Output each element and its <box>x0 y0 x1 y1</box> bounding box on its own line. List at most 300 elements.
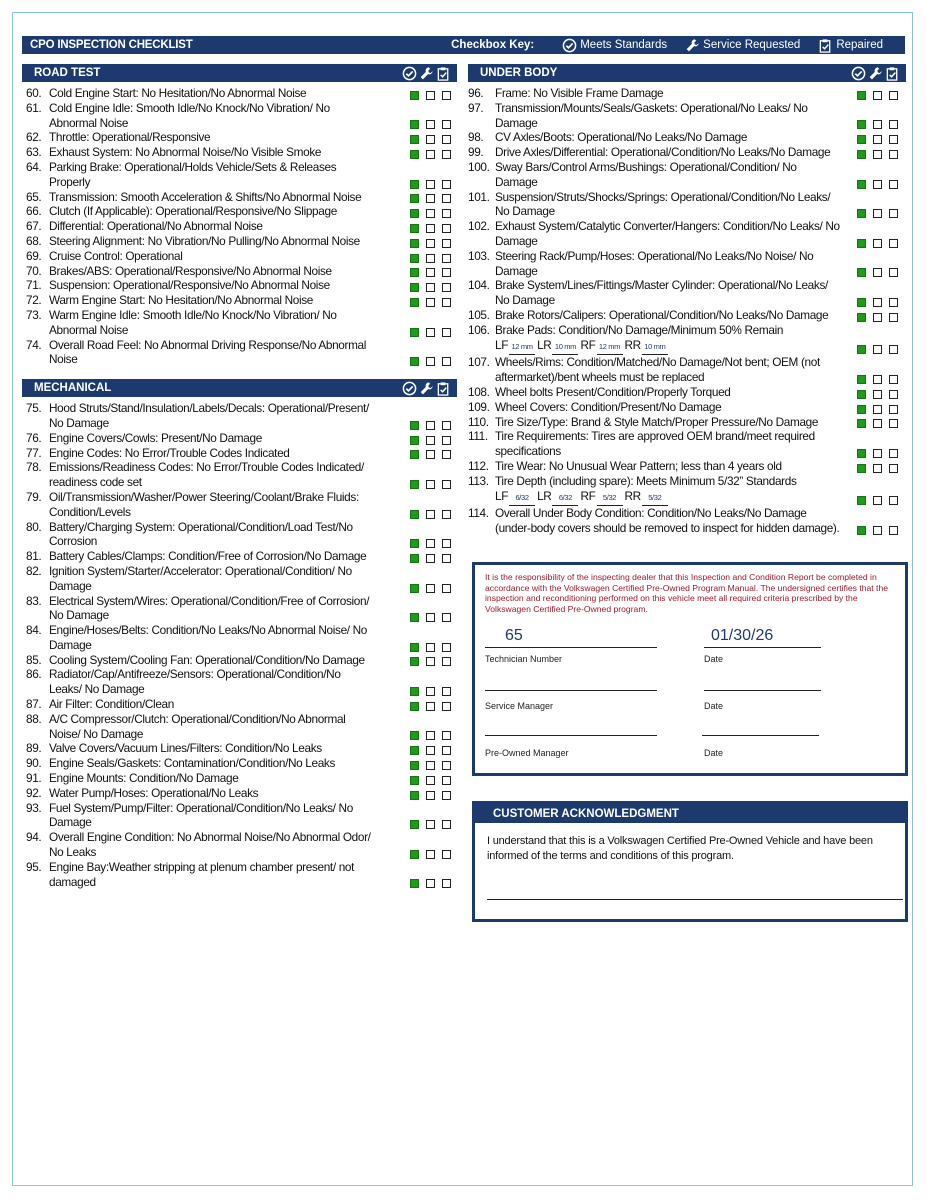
meets-standards-checkbox[interactable] <box>410 239 419 248</box>
service-manager-signature-field[interactable] <box>485 670 657 691</box>
check-circle-icon <box>402 66 417 81</box>
item-number: 68. <box>26 233 42 248</box>
service-requested-checkbox[interactable] <box>426 702 435 711</box>
service-requested-checkbox[interactable] <box>426 731 435 740</box>
meets-standards-checkbox[interactable] <box>410 776 419 785</box>
item-text: Hood Struts/Stand/Insulation/Labels/Decals: Operational/Present/ No Damage <box>49 401 369 430</box>
meets-standards-checkbox[interactable] <box>857 419 866 428</box>
under-body-header <box>468 64 906 82</box>
repaired-checkbox[interactable] <box>442 450 451 459</box>
item-checkboxes <box>857 526 898 535</box>
meets-standards-checkbox[interactable] <box>410 328 419 337</box>
item-number: 95. <box>26 859 42 874</box>
meets-standards-checkbox[interactable] <box>857 239 866 248</box>
meets-standards-checkbox[interactable] <box>857 91 866 100</box>
repaired-checkbox[interactable] <box>442 135 451 144</box>
meets-standards-checkbox[interactable] <box>410 436 419 445</box>
repaired-checkbox[interactable] <box>889 345 898 354</box>
service-requested-checkbox[interactable] <box>426 510 435 519</box>
repaired-checkbox[interactable] <box>889 91 898 100</box>
repaired-checkbox[interactable] <box>442 436 451 445</box>
checklist-item <box>468 385 906 400</box>
measurement-value[interactable]: 10 mm <box>642 340 668 356</box>
measurement-line <box>495 338 840 356</box>
item-number: 99. <box>468 145 484 160</box>
wrench-icon <box>419 66 434 81</box>
meets-standards-checkbox[interactable] <box>410 613 419 622</box>
checklist-item <box>22 219 457 234</box>
item-checkboxes <box>410 791 451 800</box>
meets-standards-checkbox[interactable] <box>857 375 866 384</box>
service-requested-checkbox[interactable] <box>426 357 435 366</box>
checklist-item <box>468 249 906 279</box>
technician-number-field[interactable] <box>485 627 657 648</box>
service-requested-checkbox[interactable] <box>426 657 435 666</box>
repaired-checkbox[interactable] <box>442 584 451 593</box>
repaired-checkbox[interactable] <box>889 405 898 414</box>
key-repaired-label: Repaired <box>836 39 883 51</box>
meets-standards-checkbox[interactable] <box>857 405 866 414</box>
checklist-item <box>22 86 457 101</box>
checklist-item <box>22 278 457 293</box>
service-requested-checkbox[interactable] <box>873 464 882 473</box>
meets-standards-checkbox[interactable] <box>857 298 866 307</box>
item-number: 85. <box>26 652 42 667</box>
checklist-item <box>22 204 457 219</box>
service-manager-date-label: Date <box>704 701 724 711</box>
meets-standards-checkbox[interactable] <box>857 345 866 354</box>
service-requested-checkbox[interactable] <box>873 375 882 384</box>
item-text: Frame: No Visible Frame Damage <box>495 86 664 100</box>
meets-standards-checkbox[interactable] <box>410 657 419 666</box>
meets-standards-checkbox[interactable] <box>410 761 419 770</box>
item-text: Radiator/Cap/Antifreeze/Sensors: Operational/Condition/No Leaks/ No Damage <box>49 667 341 697</box>
meets-standards-checkbox[interactable] <box>410 421 419 430</box>
checklist-item <box>468 400 906 415</box>
measurement-value[interactable]: 6/32 <box>552 491 578 507</box>
service-requested-checkbox[interactable] <box>426 450 435 459</box>
repaired-checkbox[interactable] <box>442 120 451 129</box>
service-requested-checkbox[interactable] <box>873 209 882 218</box>
checklist-item <box>22 756 457 771</box>
repaired-checkbox[interactable] <box>442 180 451 189</box>
repaired-checkbox[interactable] <box>889 375 898 384</box>
service-requested-checkbox[interactable] <box>873 135 882 144</box>
checklist-item <box>22 190 457 205</box>
item-number: 91. <box>26 771 42 786</box>
repaired-checkbox[interactable] <box>889 298 898 307</box>
repaired-checkbox[interactable] <box>889 390 898 399</box>
repaired-checkbox[interactable] <box>442 687 451 696</box>
meets-standards-checkbox[interactable] <box>857 449 866 458</box>
item-text: Tire Depth (including spare): Meets Minimum 5/32” Standards <box>495 473 797 488</box>
service-requested-checkbox[interactable] <box>873 150 882 159</box>
meets-standards-checkbox[interactable] <box>410 120 419 129</box>
item-text: Battery/Charging System: Operational/Condition/Load Test/No Corrosion <box>49 519 353 549</box>
item-number: 108. <box>468 384 490 399</box>
item-number: 81. <box>26 549 42 564</box>
meets-standards-checkbox[interactable] <box>410 268 419 277</box>
item-number: 87. <box>26 697 42 712</box>
item-text: Throttle: Operational/Responsive <box>49 130 211 145</box>
checklist-item <box>468 415 906 430</box>
repaired-checkbox[interactable] <box>889 120 898 129</box>
preowned-manager-date-field[interactable] <box>702 715 819 736</box>
repaired-checkbox[interactable] <box>889 526 898 535</box>
item-checkboxes <box>410 702 451 711</box>
repaired-checkbox[interactable] <box>442 791 451 800</box>
item-number: 60. <box>26 86 42 100</box>
item-checkboxes <box>857 135 898 144</box>
checklist-item <box>22 160 457 190</box>
preowned-manager-signature-field[interactable] <box>485 715 657 736</box>
service-requested-checkbox[interactable] <box>426 776 435 785</box>
service-requested-checkbox[interactable] <box>426 436 435 445</box>
checklist-item <box>22 712 457 742</box>
item-checkboxes <box>410 421 451 430</box>
item-checkboxes <box>410 120 451 129</box>
item-checkboxes <box>857 268 898 277</box>
meets-standards-checkbox[interactable] <box>410 150 419 159</box>
item-number: 89. <box>26 741 42 756</box>
service-requested-checkbox[interactable] <box>426 120 435 129</box>
service-requested-checkbox[interactable] <box>873 239 882 248</box>
repaired-checkbox[interactable] <box>889 180 898 189</box>
item-text: Drive Axles/Differential: Operational/Condition/No Leaks/No Damage <box>495 145 831 160</box>
meets-standards-checkbox[interactable] <box>410 91 419 100</box>
item-text: Emissions/Readiness Codes: No Error/Trouble Codes Indicated/ readiness code set <box>49 460 364 490</box>
item-number: 73. <box>26 307 42 322</box>
meets-standards-checkbox[interactable] <box>857 464 866 473</box>
meets-standards-checkbox[interactable] <box>410 480 419 489</box>
item-checkboxes <box>410 850 451 859</box>
repaired-checkbox[interactable] <box>442 209 451 218</box>
service-requested-checkbox[interactable] <box>873 120 882 129</box>
wrench-icon <box>685 38 700 53</box>
repaired-checkbox[interactable] <box>442 776 451 785</box>
item-number: 98. <box>468 130 484 145</box>
service-requested-checkbox[interactable] <box>873 345 882 354</box>
meets-standards-checkbox[interactable] <box>410 702 419 711</box>
item-checkboxes <box>410 91 451 100</box>
checklist-item <box>22 549 457 564</box>
mechanical-title: MECHANICAL <box>34 382 112 395</box>
meets-standards-checkbox[interactable] <box>857 496 866 505</box>
measurement-position: LF <box>495 337 509 352</box>
item-checkboxes <box>410 613 451 622</box>
service-requested-checkbox[interactable] <box>873 313 882 322</box>
item-checkboxes <box>857 120 898 129</box>
meets-standards-checkbox[interactable] <box>410 283 419 292</box>
key-meets-standards <box>562 38 667 53</box>
meets-standards-checkbox[interactable] <box>410 687 419 696</box>
check-circle-icon <box>402 381 417 396</box>
repaired-checkbox[interactable] <box>442 746 451 755</box>
meets-standards-checkbox[interactable] <box>410 539 419 548</box>
item-checkboxes <box>410 209 451 218</box>
meets-standards-checkbox[interactable] <box>410 135 419 144</box>
item-text: Brake Rotors/Calipers: Operational/Condition/No Leaks/No Damage <box>495 307 829 322</box>
service-requested-checkbox[interactable] <box>426 91 435 100</box>
repaired-checkbox[interactable] <box>442 510 451 519</box>
repaired-checkbox[interactable] <box>442 761 451 770</box>
item-checkboxes <box>857 209 898 218</box>
service-requested-checkbox[interactable] <box>426 584 435 593</box>
repaired-checkbox[interactable] <box>442 239 451 248</box>
meets-standards-checkbox[interactable] <box>410 643 419 652</box>
checklist-item <box>22 520 457 550</box>
repaired-checkbox[interactable] <box>442 150 451 159</box>
item-text: Engine Seals/Gaskets: Contamination/Condition/No Leaks <box>49 756 336 771</box>
item-text: Cooling System/Cooling Fan: Operational/Condition/No Damage <box>49 652 365 667</box>
repaired-checkbox[interactable] <box>889 150 898 159</box>
service-requested-checkbox[interactable] <box>873 405 882 414</box>
item-number: 112. <box>468 458 489 473</box>
item-checkboxes <box>857 419 898 428</box>
service-requested-checkbox[interactable] <box>426 850 435 859</box>
customer-signature-line[interactable] <box>487 899 903 900</box>
service-requested-checkbox[interactable] <box>426 328 435 337</box>
repaired-checkbox[interactable] <box>442 613 451 622</box>
item-text: CV Axles/Boots: Operational/No Leaks/No Damage <box>495 130 748 145</box>
item-text: Engine/Hoses/Belts: Condition/No Leaks/No Abnormal Noise/ No Damage <box>49 623 368 652</box>
repaired-checkbox[interactable] <box>889 419 898 428</box>
meets-standards-checkbox[interactable] <box>410 224 419 233</box>
item-text: Water Pump/Hoses: Operational/No Leaks <box>49 785 259 800</box>
meets-standards-checkbox[interactable] <box>410 180 419 189</box>
repaired-checkbox[interactable] <box>442 820 451 829</box>
service-requested-checkbox[interactable] <box>426 209 435 218</box>
item-checkboxes <box>410 480 451 489</box>
service-requested-checkbox[interactable] <box>426 761 435 770</box>
service-requested-checkbox[interactable] <box>426 268 435 277</box>
service-requested-checkbox[interactable] <box>873 268 882 277</box>
meets-standards-checkbox[interactable] <box>857 526 866 535</box>
repaired-checkbox[interactable] <box>442 480 451 489</box>
service-requested-checkbox[interactable] <box>426 298 435 307</box>
service-requested-checkbox[interactable] <box>873 419 882 428</box>
measurement-position: RF <box>580 337 596 352</box>
technician-date-label: Date <box>704 654 724 664</box>
service-requested-checkbox[interactable] <box>873 526 882 535</box>
meets-standards-checkbox[interactable] <box>410 820 419 829</box>
preowned-manager-date-label: Date <box>704 748 724 758</box>
wrench-icon <box>868 66 883 81</box>
measurement-value[interactable]: 5/32 <box>597 491 623 507</box>
service-requested-checkbox[interactable] <box>873 91 882 100</box>
service-requested-checkbox[interactable] <box>426 643 435 652</box>
meets-standards-checkbox[interactable] <box>410 510 419 519</box>
repaired-checkbox[interactable] <box>442 194 451 203</box>
service-requested-checkbox[interactable] <box>873 180 882 189</box>
service-requested-checkbox[interactable] <box>426 150 435 159</box>
key-repaired <box>818 38 883 53</box>
repaired-checkbox[interactable] <box>889 209 898 218</box>
mechanical-list <box>22 397 457 889</box>
item-text: Overall Under Body Condition: Condition/No Leaks/No Damage (under-body covers should be removed to inspect for hidden damage). <box>495 506 840 536</box>
meets-standards-checkbox[interactable] <box>410 879 419 888</box>
under-body-list <box>468 82 906 536</box>
service-requested-checkbox[interactable] <box>426 746 435 755</box>
repaired-checkbox[interactable] <box>442 224 451 233</box>
repaired-checkbox[interactable] <box>442 850 451 859</box>
meets-standards-checkbox[interactable] <box>410 209 419 218</box>
repaired-checkbox[interactable] <box>442 539 451 548</box>
repaired-checkbox[interactable] <box>442 554 451 563</box>
repaired-checkbox[interactable] <box>442 283 451 292</box>
item-text: Exhaust System: No Abnormal Noise/No Visible Smoke <box>49 145 322 160</box>
checklist-item <box>22 264 457 279</box>
service-requested-checkbox[interactable] <box>426 239 435 248</box>
repaired-checkbox[interactable] <box>889 313 898 322</box>
repaired-checkbox[interactable] <box>442 254 451 263</box>
meets-standards-checkbox[interactable] <box>410 850 419 859</box>
service-requested-checkbox[interactable] <box>426 554 435 563</box>
meets-standards-checkbox[interactable] <box>410 584 419 593</box>
checkbox-key <box>451 38 883 53</box>
service-manager-date-field[interactable] <box>704 670 821 691</box>
item-number: 74. <box>26 337 42 352</box>
repaired-checkbox[interactable] <box>889 464 898 473</box>
item-checkboxes <box>410 224 451 233</box>
meets-standards-checkbox[interactable] <box>857 390 866 399</box>
service-requested-checkbox[interactable] <box>426 613 435 622</box>
service-requested-checkbox[interactable] <box>426 254 435 263</box>
meets-standards-checkbox[interactable] <box>857 150 866 159</box>
repaired-checkbox[interactable] <box>442 328 451 337</box>
service-requested-checkbox[interactable] <box>426 539 435 548</box>
item-number: 66. <box>26 204 42 219</box>
item-checkboxes <box>857 405 898 414</box>
measurement-value[interactable]: 12 mm <box>597 340 623 356</box>
check-circle-icon <box>851 66 866 81</box>
preowned-manager-label: Pre-Owned Manager <box>485 748 569 758</box>
service-requested-checkbox[interactable] <box>426 224 435 233</box>
meets-standards-checkbox[interactable] <box>410 254 419 263</box>
service-requested-checkbox[interactable] <box>426 194 435 203</box>
repaired-checkbox[interactable] <box>442 91 451 100</box>
item-number: 97. <box>468 100 484 115</box>
technician-number-value: 65 <box>505 627 523 644</box>
item-checkboxes <box>410 283 451 292</box>
repaired-checkbox[interactable] <box>442 702 451 711</box>
measurement-position: RR <box>624 337 641 352</box>
item-checkboxes <box>857 390 898 399</box>
item-number: 84. <box>26 623 42 638</box>
item-number: 63. <box>26 145 42 160</box>
customer-acknowledgment-box <box>472 801 908 922</box>
measurement-line <box>495 489 840 507</box>
service-requested-checkbox[interactable] <box>426 135 435 144</box>
checklist-item <box>468 278 906 308</box>
checklist-item <box>468 86 906 101</box>
item-text: Brake System/Lines/Fittings/Master Cylinder: Operational/No Leaks/ No Damage <box>495 278 828 308</box>
measurement-value[interactable]: 12 mm <box>509 340 535 356</box>
meets-standards-checkbox[interactable] <box>857 180 866 189</box>
checklist-item <box>22 830 457 860</box>
acknowledgment-text: I understand that this is a Volkswagen Certified Pre-Owned Vehicle and have been informed of the terms and conditions of this program. <box>487 835 873 862</box>
repaired-checkbox[interactable] <box>889 135 898 144</box>
meets-standards-checkbox[interactable] <box>410 791 419 800</box>
item-text: Suspension: Operational/Responsive/No Abnormal Noise <box>49 278 330 293</box>
repaired-checkbox[interactable] <box>442 357 451 366</box>
clipboard-check-icon <box>436 381 451 396</box>
checklist-item <box>22 741 457 756</box>
service-requested-checkbox[interactable] <box>426 791 435 800</box>
repaired-checkbox[interactable] <box>442 298 451 307</box>
service-requested-checkbox[interactable] <box>426 283 435 292</box>
acknowledgment-header <box>475 804 905 823</box>
meets-standards-checkbox[interactable] <box>857 135 866 144</box>
measurement-position: RF <box>580 488 596 503</box>
meets-standards-checkbox[interactable] <box>857 120 866 129</box>
service-requested-checkbox[interactable] <box>873 390 882 399</box>
service-requested-checkbox[interactable] <box>873 449 882 458</box>
repaired-checkbox[interactable] <box>889 268 898 277</box>
checklist-item <box>22 490 457 520</box>
item-checkboxes <box>857 375 898 384</box>
certification-box <box>472 562 908 776</box>
meets-standards-checkbox[interactable] <box>410 746 419 755</box>
checklist-item <box>468 459 906 474</box>
checklist-item <box>22 145 457 160</box>
checklist-item <box>22 697 457 712</box>
item-number: 78. <box>26 460 42 475</box>
repaired-checkbox[interactable] <box>442 643 451 652</box>
repaired-checkbox[interactable] <box>442 731 451 740</box>
repaired-checkbox[interactable] <box>442 421 451 430</box>
repaired-checkbox[interactable] <box>889 239 898 248</box>
meets-standards-checkbox[interactable] <box>410 731 419 740</box>
measurement-value[interactable]: 6/32 <box>509 491 535 507</box>
service-requested-checkbox[interactable] <box>426 421 435 430</box>
item-number: 102. <box>468 219 490 234</box>
meets-standards-checkbox[interactable] <box>857 268 866 277</box>
technician-date-field[interactable] <box>704 627 821 648</box>
measurement-value[interactable]: 10 mm <box>552 340 578 356</box>
item-number: 113. <box>468 473 489 488</box>
service-requested-checkbox[interactable] <box>426 820 435 829</box>
repaired-checkbox[interactable] <box>442 657 451 666</box>
repaired-checkbox[interactable] <box>889 449 898 458</box>
service-requested-checkbox[interactable] <box>426 687 435 696</box>
meets-standards-checkbox[interactable] <box>857 209 866 218</box>
checklist-item <box>22 446 457 461</box>
column-key-icons <box>402 66 451 81</box>
repaired-checkbox[interactable] <box>442 879 451 888</box>
item-checkboxes <box>857 464 898 473</box>
key-meets-standards-label: Meets Standards <box>580 39 668 51</box>
item-checkboxes <box>410 510 451 519</box>
meets-standards-checkbox[interactable] <box>410 298 419 307</box>
meets-standards-checkbox[interactable] <box>410 357 419 366</box>
meets-standards-checkbox[interactable] <box>410 194 419 203</box>
service-requested-checkbox[interactable] <box>873 298 882 307</box>
meets-standards-checkbox[interactable] <box>857 313 866 322</box>
service-requested-checkbox[interactable] <box>873 496 882 505</box>
item-text: Tire Wear: No Unusual Wear Pattern; less than 4 years old <box>495 458 782 473</box>
measurement-value[interactable]: 5/32 <box>642 491 668 507</box>
meets-standards-checkbox[interactable] <box>410 450 419 459</box>
item-number: 100. <box>468 159 490 174</box>
service-requested-checkbox[interactable] <box>426 879 435 888</box>
service-requested-checkbox[interactable] <box>426 480 435 489</box>
service-requested-checkbox[interactable] <box>426 180 435 189</box>
repaired-checkbox[interactable] <box>889 496 898 505</box>
repaired-checkbox[interactable] <box>442 268 451 277</box>
item-checkboxes <box>410 761 451 770</box>
meets-standards-checkbox[interactable] <box>410 554 419 563</box>
